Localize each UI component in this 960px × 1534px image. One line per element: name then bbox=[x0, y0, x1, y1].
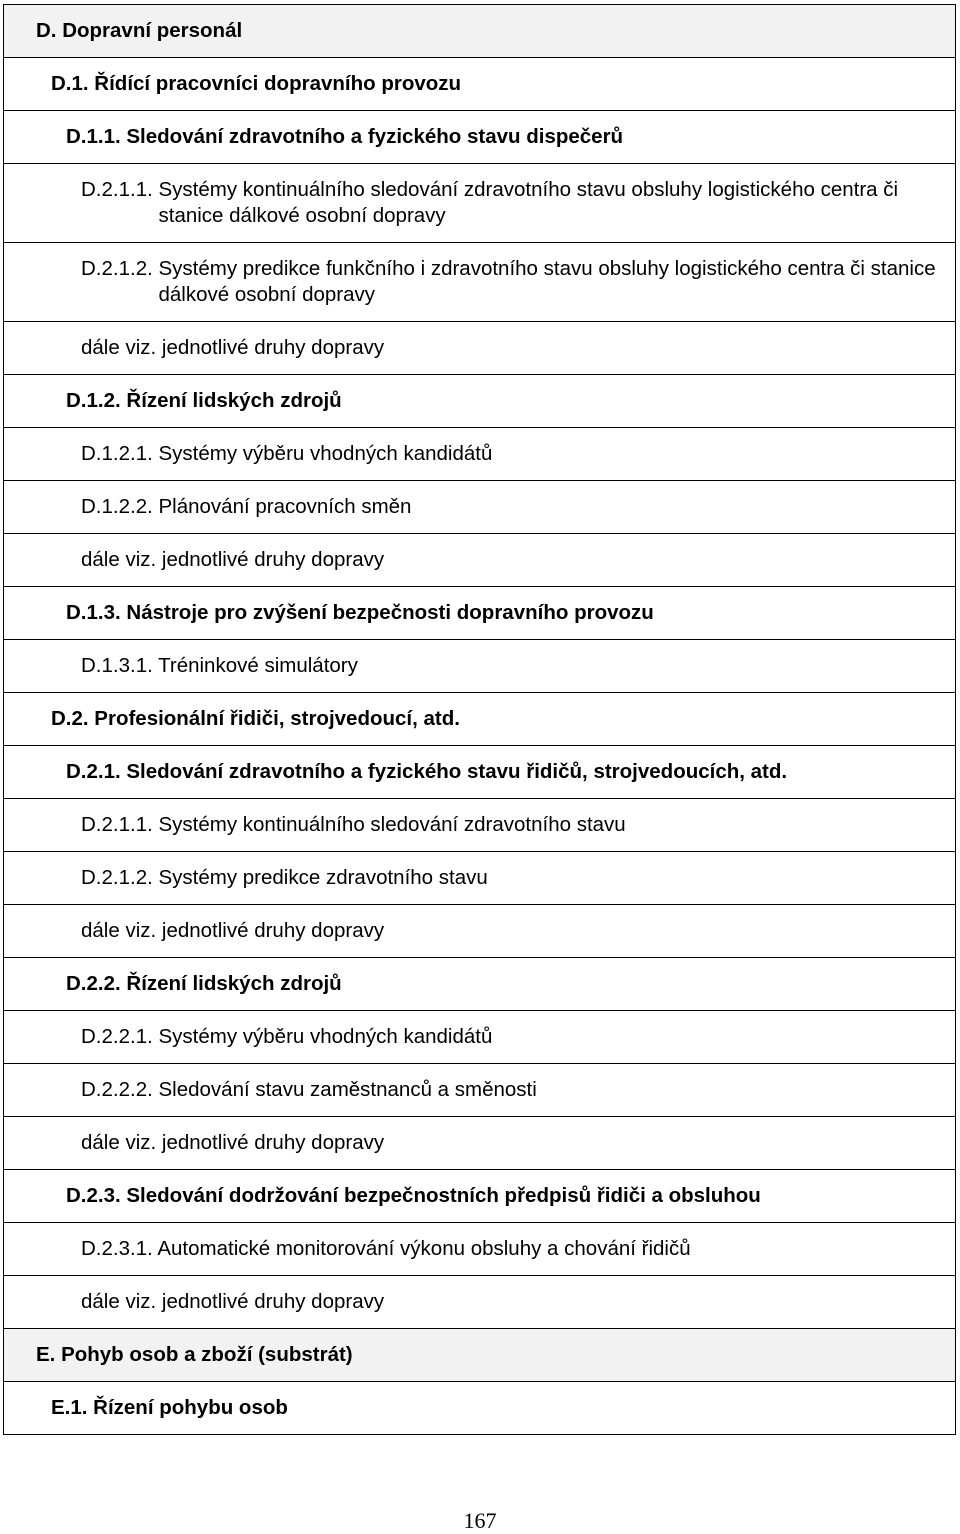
row-text: D.1.2.2. Plánování pracovních směn bbox=[81, 495, 412, 518]
row-number: D.2.1.2. bbox=[81, 257, 159, 280]
table-row bbox=[4, 534, 955, 587]
table-row bbox=[4, 1382, 955, 1434]
row-text: D.1.3. Nástroje pro zvýšení bezpečnosti dopravního provozu bbox=[66, 601, 654, 624]
row-text: E. Pohyb osob a zboží (substrát) bbox=[36, 1343, 353, 1366]
table-row bbox=[4, 164, 955, 243]
table-row bbox=[4, 958, 955, 1011]
row-text: dále viz. jednotlivé druhy dopravy bbox=[81, 919, 385, 942]
table-row bbox=[4, 799, 955, 852]
table-row bbox=[4, 428, 955, 481]
table-row bbox=[4, 587, 955, 640]
row-text: D.2.3.1. Automatické monitorování výkonu obsluhy a chování řidičů bbox=[81, 1237, 691, 1260]
row-text: D.1.1. Sledování zdravotního a fyzického stavu dispečerů bbox=[66, 125, 624, 148]
table-row bbox=[4, 111, 955, 164]
row-text: D.2. Profesionální řidiči, strojvedoucí, atd. bbox=[51, 707, 460, 730]
outline-table bbox=[3, 4, 956, 1435]
page-number: 167 bbox=[463, 1508, 497, 1533]
table-row bbox=[4, 322, 955, 375]
table-row bbox=[4, 1117, 955, 1170]
row-text: Systémy kontinuálního sledování zdravotního stavu obsluhy logistického centra či stanice dálkové osobní dopravy bbox=[158, 178, 899, 227]
table-row bbox=[4, 1329, 955, 1382]
row-text: D.1.2.1. Systémy výběru vhodných kandidátů bbox=[81, 442, 493, 465]
row-text: dále viz. jednotlivé druhy dopravy bbox=[81, 548, 385, 571]
row-text: E.1. Řízení pohybu osob bbox=[51, 1396, 288, 1419]
row-text: Systémy predikce funkčního i zdravotního stavu obsluhy logistického centra či stanice dálkové osobní dopravy bbox=[158, 257, 936, 306]
table-row bbox=[4, 1064, 955, 1117]
table-row bbox=[4, 1223, 955, 1276]
row-text: D.2.2. Řízení lidských zdrojů bbox=[66, 972, 342, 995]
table-row bbox=[4, 1011, 955, 1064]
row-number: D.2.1.1. bbox=[81, 178, 159, 201]
table-row bbox=[4, 375, 955, 428]
row-text: D.2.2.1. Systémy výběru vhodných kandidátů bbox=[81, 1025, 493, 1048]
row-text: dále viz. jednotlivé druhy dopravy bbox=[81, 1290, 385, 1313]
row-text: D.2.1.2. Systémy predikce zdravotního stavu bbox=[81, 866, 488, 889]
table-row bbox=[4, 1276, 955, 1329]
row-text: dále viz. jednotlivé druhy dopravy bbox=[81, 336, 385, 359]
table-row bbox=[4, 1170, 955, 1223]
row-text: D.1. Řídící pracovníci dopravního provozu bbox=[51, 72, 462, 95]
table-row bbox=[4, 640, 955, 693]
row-text: dále viz. jednotlivé druhy dopravy bbox=[81, 1131, 385, 1154]
table-row bbox=[4, 693, 955, 746]
row-text: D.1.2. Řízení lidských zdrojů bbox=[66, 389, 342, 412]
table-row bbox=[4, 481, 955, 534]
table-row bbox=[4, 58, 955, 111]
table-row bbox=[4, 905, 955, 958]
row-text: D.2.2.2. Sledování stavu zaměstnanců a směnosti bbox=[81, 1078, 537, 1101]
row-text: D.2.1. Sledování zdravotního a fyzického stavu řidičů, strojvedoucích, atd. bbox=[66, 760, 788, 783]
row-text: D. Dopravní personál bbox=[36, 19, 243, 42]
row-text: D.2.1.1. Systémy kontinuálního sledování zdravotního stavu bbox=[81, 813, 626, 836]
table-row bbox=[4, 746, 955, 799]
table-row bbox=[4, 852, 955, 905]
row-text: D.2.3. Sledování dodržování bezpečnostních předpisů řidiči a obsluhou bbox=[66, 1184, 761, 1207]
table-row bbox=[4, 243, 955, 322]
row-text: D.1.3.1. Tréninkové simulátory bbox=[81, 654, 358, 677]
table-row bbox=[4, 5, 955, 58]
